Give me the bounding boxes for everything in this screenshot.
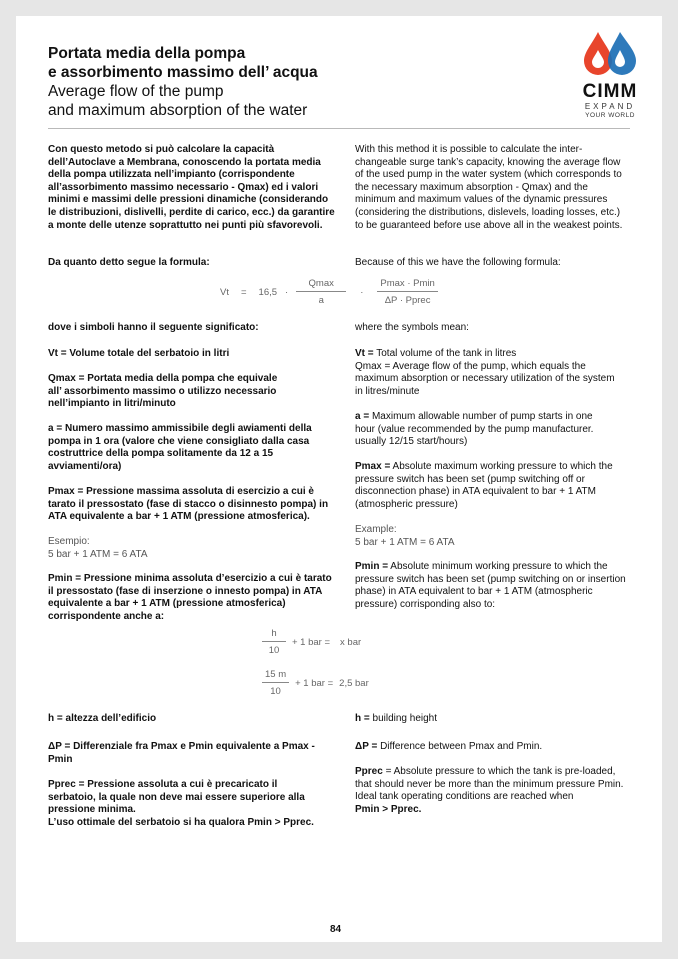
main-formula bbox=[220, 278, 438, 306]
formula-dot: · bbox=[360, 286, 364, 298]
term: Pmin = bbox=[48, 573, 82, 584]
intro-english: With this method it is possible to calculate the inter-changeable surge tank’s capacity, knowing the average flow of the used pump in the water system (which corresponds to the necessary maximum absorption - Qmax) and the minimum and maximum values of the dynamic pressures (considering the distributions, dislevels, loading losses, etc.) to be guaranteed before use above all in the weakest points. bbox=[355, 144, 623, 231]
example-label: Example: bbox=[355, 524, 397, 535]
definition-text: Total volume of the tank in litres bbox=[373, 348, 517, 359]
example-label: Esempio: bbox=[48, 536, 90, 547]
definition-pprec-en bbox=[355, 766, 630, 816]
definition-text: Pressione minima assoluta d’esercizio a cui è tarato il pressostato (fase di inserzione o innesto pompa) in ATA equivalente a bar + 1 ATM (pressione atmosferica) corrispondente anche a: bbox=[48, 573, 332, 622]
term: Pmax = bbox=[48, 486, 84, 497]
term: Pprec bbox=[355, 766, 383, 777]
title-english-line-1: Average flow of the pump bbox=[48, 83, 224, 100]
definition-qmax-it bbox=[48, 373, 293, 411]
denominator: a bbox=[318, 295, 324, 306]
fraction-15m-10 bbox=[262, 669, 289, 697]
logo-brand: CIMM bbox=[582, 81, 638, 102]
qmax-definition: Qmax = Average flow of the pump, which equals the maximum absorption or necessary utilization of the system in litres/minute bbox=[355, 360, 615, 397]
definition-h-it: h = altezza dell’edificio bbox=[48, 713, 157, 724]
title-italian-line-2: e assorbimento massimo dell’ acqua bbox=[48, 64, 318, 81]
header-divider bbox=[48, 128, 630, 129]
definition-vt-qmax-en bbox=[355, 348, 615, 398]
definition-text: Portata media della pompa che equivale all’ assorbimento massimo o utilizzo necessario nell’impianto in litri/minuto bbox=[48, 373, 278, 410]
term: Pmax = bbox=[355, 461, 391, 472]
example-value: 5 bar + 1 ATM = 6 ATA bbox=[48, 548, 148, 560]
symbols-intro-english: where the symbols mean: bbox=[355, 322, 469, 333]
denominator: ΔP · Pprec bbox=[384, 295, 431, 306]
definition-text: = Absolute pressure to which the tank is pre-loaded, that should never be more than the minimum pressure Pmin. bbox=[355, 766, 624, 790]
cimm-logo bbox=[578, 28, 642, 118]
example-value: 5 bar + 1 ATM = 6 ATA bbox=[355, 536, 455, 548]
definition-text: Pressione massima assoluta di esercizio a cui è tarato il pressostato (fase di stacco o disinnesto pompa) in ATA equivalente a bar + 1 ATM (pressione atmosferica). bbox=[48, 486, 329, 523]
formula-intro-english: Because of this we have the following formula: bbox=[355, 257, 561, 268]
fraction-pressure bbox=[377, 278, 437, 306]
example-en bbox=[355, 524, 630, 549]
optimal-text: Ideal tank operating conditions are reached when bbox=[355, 791, 574, 803]
formula-intro-italian: Da quanto detto segue la formula: bbox=[48, 257, 210, 268]
definition-vt-it bbox=[48, 348, 338, 361]
definition-text: Absolute minimum working pressure to which the pressure switch has been set (pump switching on or insertion phase) in ATA equivalent to bar + 1 ATM (atmospheric pressure) corrisponding also to: bbox=[355, 561, 626, 610]
formula-result: 2,5 bar bbox=[339, 677, 369, 689]
optimal-condition: Pmin > Pprec. bbox=[355, 803, 422, 815]
definition-a-it bbox=[48, 423, 313, 473]
formula-rest: + 1 bar = bbox=[295, 677, 334, 689]
optimal-text: L’uso ottimale del serbatoio si ha qualora bbox=[48, 816, 248, 828]
formula-dot: · bbox=[285, 286, 289, 298]
optimal-condition: Pmin > Pprec. bbox=[247, 816, 314, 828]
definition-dp-en bbox=[355, 741, 630, 754]
logo-tagline-world: YOUR WORLD bbox=[585, 112, 635, 119]
term: a = bbox=[48, 423, 63, 434]
term: a = bbox=[355, 411, 370, 422]
page-title bbox=[48, 44, 318, 120]
definition-pmax-en bbox=[355, 461, 617, 511]
definition-h-en bbox=[355, 713, 630, 726]
term: ΔP = bbox=[355, 741, 378, 752]
numerator: Qmax bbox=[296, 278, 346, 292]
fraction-qmax-a bbox=[296, 278, 346, 306]
numerator: 15 m bbox=[262, 669, 289, 683]
definition-dp-it bbox=[48, 741, 338, 766]
page-number: 84 bbox=[330, 924, 342, 935]
title-english-line-2: and maximum absorption of the water bbox=[48, 102, 308, 119]
formula-lhs: Vt bbox=[220, 286, 229, 298]
term: Pprec = bbox=[48, 779, 85, 790]
definition-text: Differenziale fra Pmax e Pmin equivalente a Pmax - Pmin bbox=[48, 741, 315, 765]
intro-italian: Con questo metodo si può calcolare la capacità dell’Autoclave a Membrana, conoscendo la portata media della pompa utilizzata nell’impianto (corrispondente all’assorbimento massimo necessario - Qmax) ed i valori minimi e massimi delle pressioni dinamiche (considerando le distribuzioni, dislivelli, perdite di carico, ecc.) da garantire a monte delle utenze soprattutto nei punti più sfavorevoli. bbox=[48, 144, 335, 231]
term: Vt = bbox=[355, 348, 374, 359]
definition-text: Numero massimo ammissibile degli awiamenti della pompa in 1 ora (valore che viene consigliato dalla casa costruttrice della pompa solitamente da 12 a 15 avviamenti/ora) bbox=[48, 423, 312, 472]
numerator: Pmax · Pmin bbox=[377, 278, 437, 292]
symbols-intro-italian: dove i simboli hanno il seguente significato: bbox=[48, 322, 259, 333]
definition-text: Difference between Pmax and Pmin. bbox=[377, 741, 543, 752]
definition-a-en bbox=[355, 411, 605, 449]
definition-pmax-it bbox=[48, 486, 333, 524]
definition-text: Pressione assoluta a cui è precaricato il serbatoio, la quale non deve mai essere superiore alla pressione minima. bbox=[48, 779, 305, 816]
logo-tagline-expand: EXPAND bbox=[584, 102, 636, 111]
term: Vt = bbox=[48, 348, 67, 359]
definition-text: Absolute maximum working pressure to which the pressure switch has been set (pump switching off or disconnection phase) in ATA equivalent to bar + 1 ATM (atmospheric pressure) bbox=[355, 461, 613, 510]
height-example-formula bbox=[262, 669, 369, 697]
water-drops-icon bbox=[578, 28, 642, 78]
term: ΔP = bbox=[48, 741, 71, 752]
definition-pprec-it bbox=[48, 779, 318, 829]
title-italian-line-1: Portata media della pompa bbox=[48, 45, 246, 62]
definition-text: Volume totale del serbatoio in litri bbox=[66, 348, 230, 359]
height-formula bbox=[262, 628, 361, 656]
example-it bbox=[48, 536, 338, 561]
denominator: 10 bbox=[270, 686, 281, 697]
formula-rest: + 1 bar = bbox=[292, 636, 331, 648]
numerator: h bbox=[262, 628, 286, 642]
term: Qmax = bbox=[48, 373, 85, 384]
definition-text: building height bbox=[369, 713, 438, 724]
term: Pmin = bbox=[355, 561, 389, 572]
denominator: 10 bbox=[268, 645, 280, 656]
definition-pmin-en bbox=[355, 561, 630, 611]
definition-text: Maximum allowable number of pump starts in one hour (value recommended by the pump manufacturer. usually 12/15 start/hours) bbox=[355, 411, 594, 448]
fraction-h-10 bbox=[262, 628, 286, 656]
formula-constant: 16,5 bbox=[258, 286, 278, 298]
term: h = bbox=[355, 713, 370, 724]
definition-pmin-it bbox=[48, 573, 333, 623]
formula-result: x bar bbox=[340, 636, 362, 648]
formula-equals: = bbox=[240, 286, 247, 298]
